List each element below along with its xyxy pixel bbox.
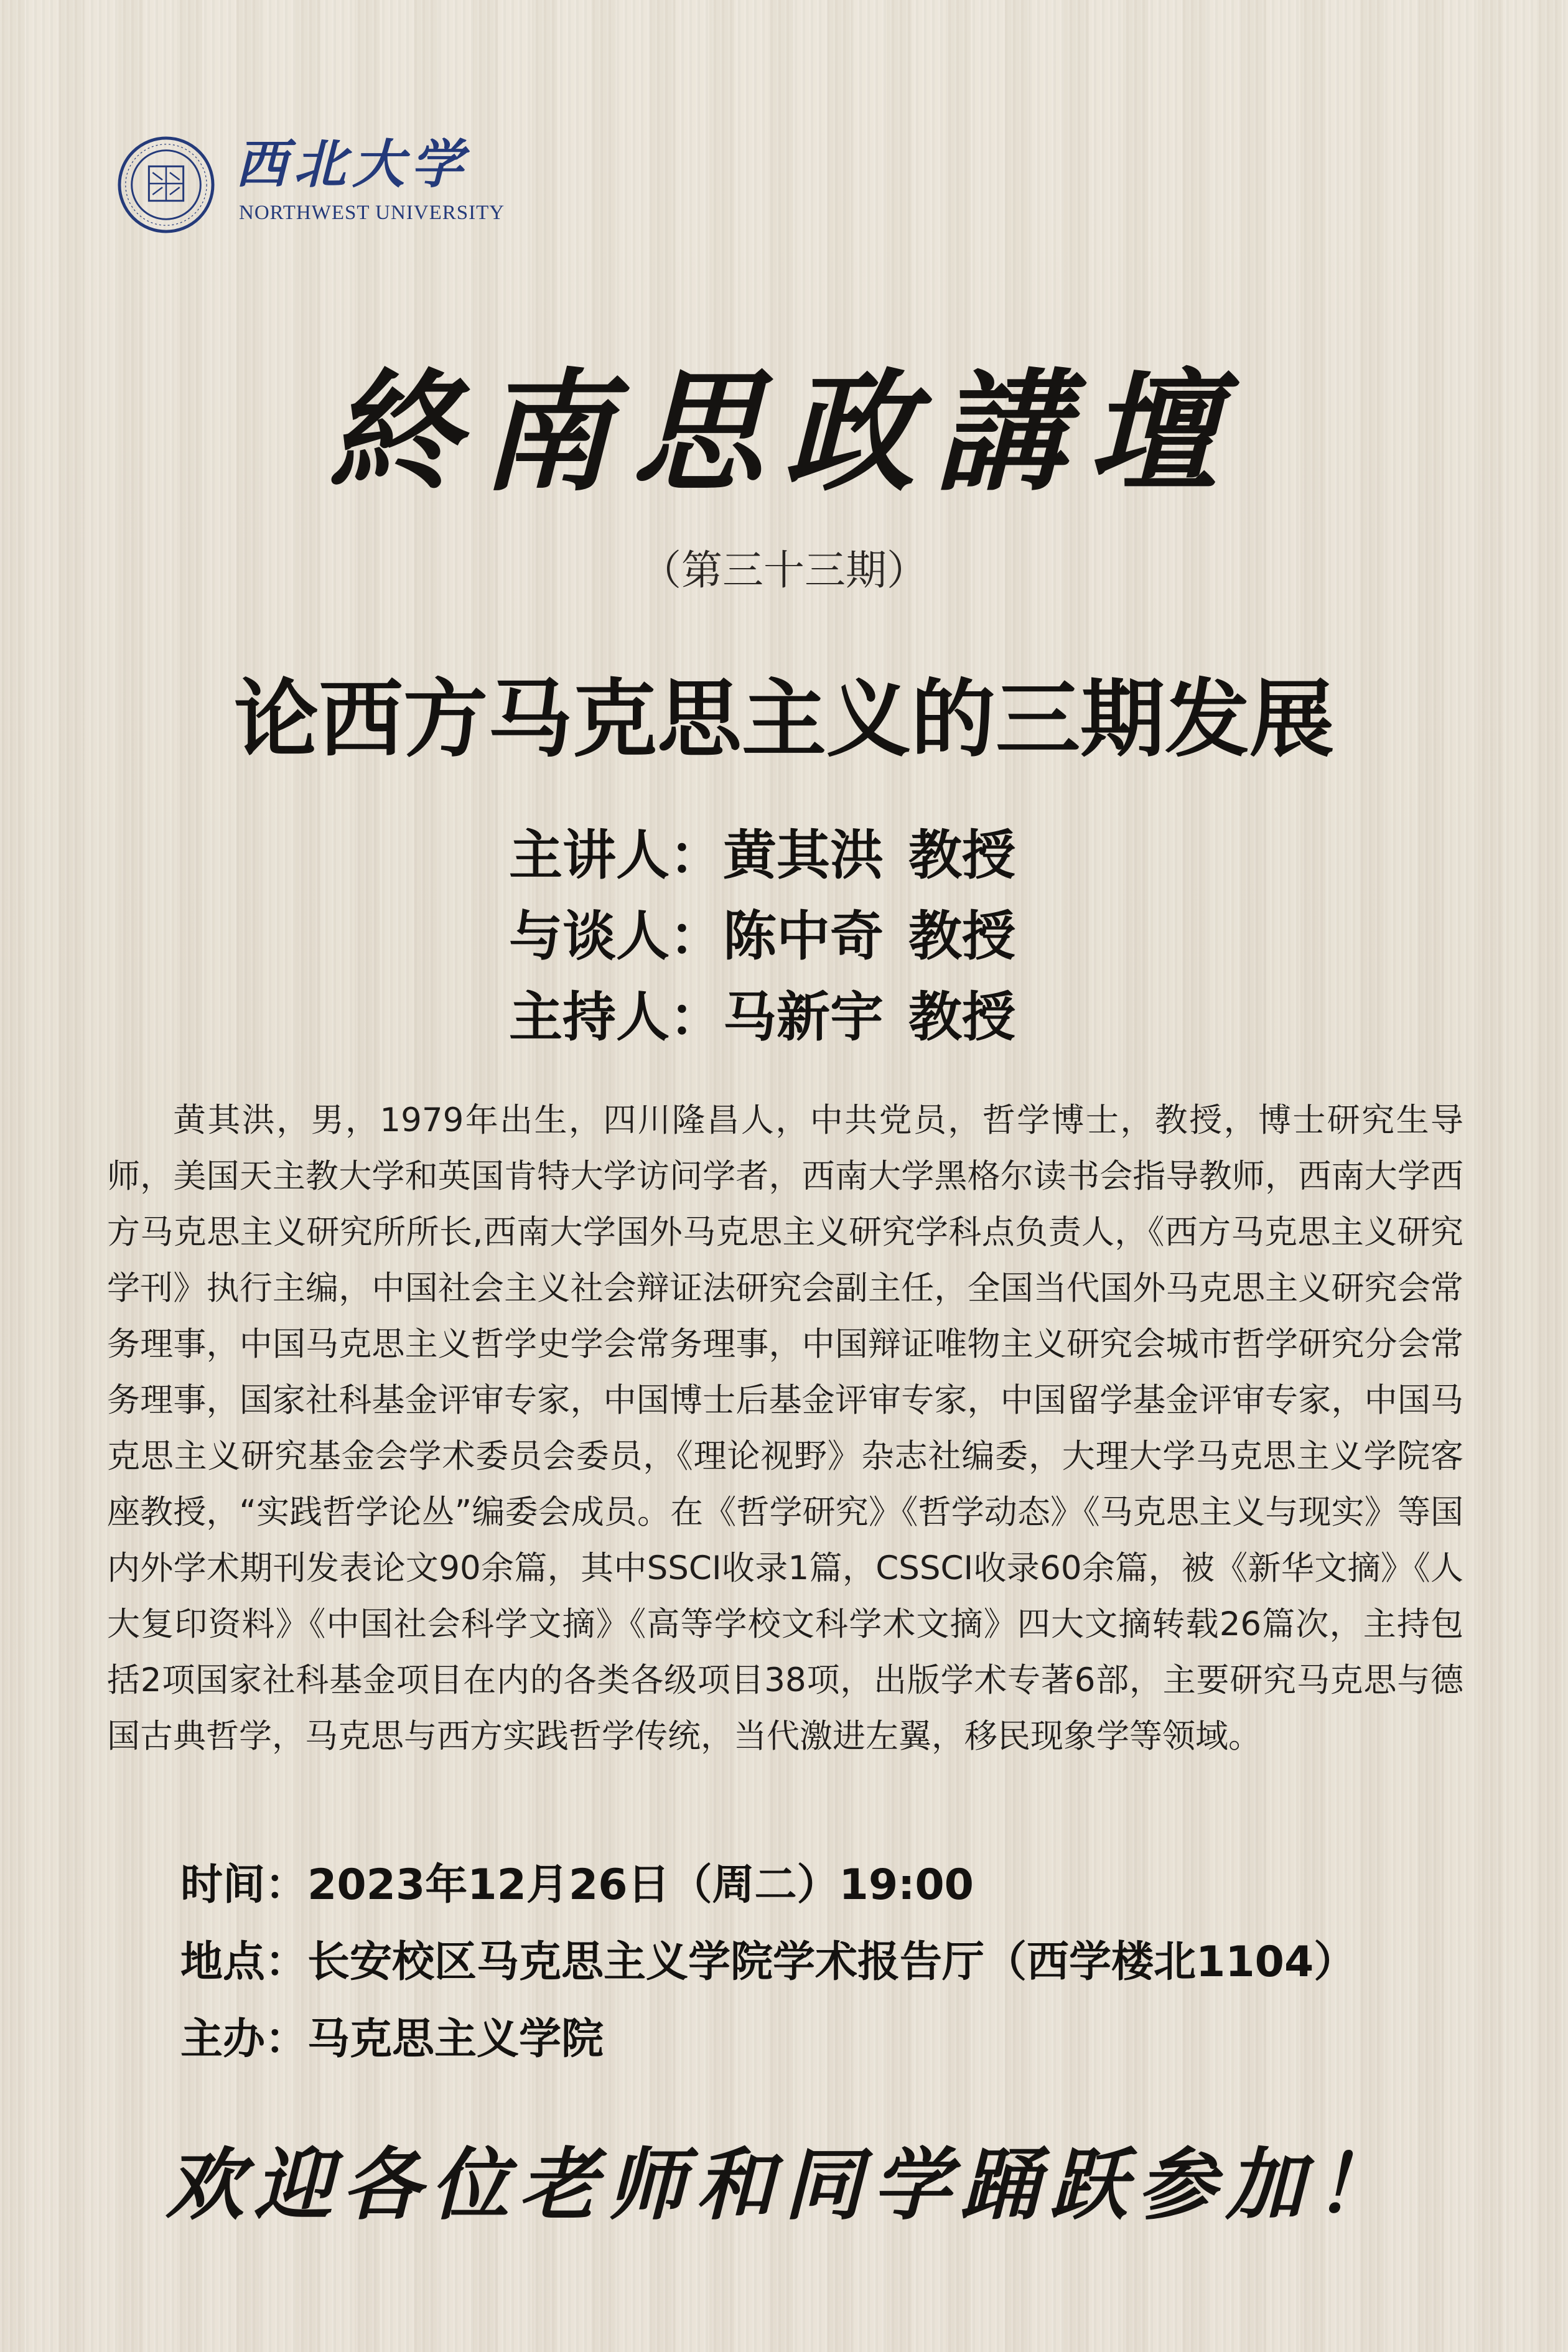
university-seal-icon — [117, 136, 215, 234]
role-label: 与谈人： — [509, 905, 723, 968]
role-person-name: 陈中奇 — [723, 905, 884, 968]
university-name-cn: 西北大学 — [235, 133, 470, 195]
role-person-title: 教授 — [908, 986, 1015, 1048]
role-person-name: 黄其洪 — [723, 824, 884, 887]
forum-title: 終南思政講壇 — [328, 355, 1239, 509]
role-line-discussant — [509, 896, 1015, 977]
role-person-title: 教授 — [908, 824, 1015, 887]
role-person-title: 教授 — [908, 905, 1015, 968]
event-organizer: 主办：马克思主义学院 — [180, 2015, 604, 2064]
issue-number: （第三十三期） — [640, 546, 928, 594]
role-line-speaker — [509, 815, 1015, 896]
event-details — [180, 1847, 1356, 2078]
event-location: 地点：长安校区马克思主义学院学术报告厅（西学楼北1104） — [180, 1938, 1356, 1987]
university-name-en: NORTHWEST UNIVERSITY — [239, 202, 505, 224]
role-person-name: 马新宇 — [723, 986, 884, 1048]
lecture-topic: 论西方马克思主义的三期发展 — [234, 670, 1334, 769]
university-logo — [117, 133, 528, 235]
speaker-list — [509, 815, 1015, 1058]
role-label: 主持人： — [509, 986, 723, 1048]
event-time: 时间：2023年12月26日（周二）19:00 — [180, 1860, 974, 1910]
role-label: 主讲人： — [509, 824, 723, 887]
role-line-host — [509, 977, 1015, 1058]
welcome-message: 欢迎各位老师和同学踊跃参加！ — [166, 2139, 1402, 2231]
speaker-biography: 黄其洪，男，1979年出生，四川隆昌人，中共党员，哲学博士，教授，博士研究生导师，美国天主教大学和英国肯特大学访问学者，西南大学黑格尔读书会指导教师，西南大学西方马克思主义研究所所长,西南大学国外马克思主义研究学科点负责人，《西方马克思主义研究学刊》执行主编，中国社会主义社会辩证法研究会副主任，全国当代国外马克思主义研究会常务理事，中国马克思主义哲学史学会常务理事，中国辩证唯物主义研究会城市哲学研究分会常务理事，国家社科基金评审专家，中国博士后基金评审专家，中国留学基金评审专家，中国马克思主义研究基金会学术委员会委员，《理论视野》杂志社编委，大理大学马克思主义学院客座教授，“实践哲学论丛”编委会成员。在《哲学研究》《哲学动态》《马克思主义与现实》等国内外学术期刊发表论文90余篇，其中SSCI收录1篇，CSSCI收录60余篇，被《新华文摘》《人大复印资料》《中国社会科学文摘》《高等学校文科学术文摘》四大文摘转载26篇次，主持包括2项国家社科基金项目在内的各类各级项目38项，出版学术专著6部，主要研究马克思与德国古典哲学，马克思与西方实践哲学传统，当代激进左翼，移民现象学等领域。 — [107, 1101, 1463, 1755]
